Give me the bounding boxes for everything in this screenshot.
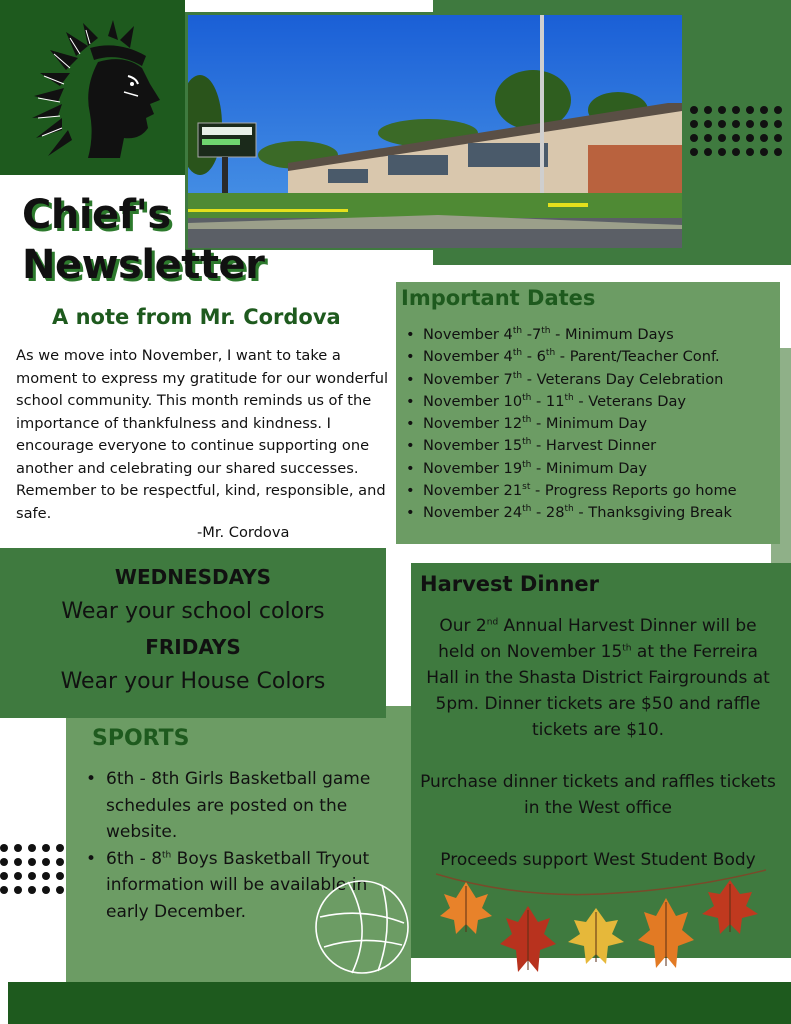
important-dates-title: Important Dates: [401, 286, 596, 310]
date-item: • November 24th - 28th - Thanksgiving Break: [404, 502, 737, 524]
spirit-days: [0, 560, 386, 700]
harvest-paragraph-1: Our 2nd Annual Harvest Dinner will be held on November 15th at the Ferreira Hall in the Shasta District Fairgrounds at 5pm. Dinner tickets are $50 and raffle tickets are $10.: [426, 616, 770, 740]
note-subtitle: A note from Mr. Cordova: [52, 305, 341, 329]
decorative-dots-top: [690, 106, 788, 156]
spirit-text-wednesday: Wear your school colors: [61, 599, 325, 624]
newsletter-title: Chief's Newsletter: [22, 192, 265, 288]
sports-item: • 6th - 8th Boys Basketball Tryout information will be available in early December.: [86, 846, 376, 926]
spirit-text-friday: Wear your House Colors: [60, 669, 326, 694]
harvest-body: [420, 613, 776, 899]
date-item: • November 15th - Harvest Dinner: [404, 435, 737, 457]
harvest-title: Harvest Dinner: [420, 572, 600, 596]
basketball-icon: [312, 877, 412, 977]
principal-note: As we move into November, I want to take a moment to express my gratitude for our wonderful school community. This month reminds us of the importance of thankfulness and kindness. I encourage everyone to continue supporting one another and celebrating our shared successes. Remember to be respectful, kind, responsible, and safe.: [16, 347, 389, 522]
harvest-paragraph-2: Purchase dinner tickets and raffles tickets in the West office: [420, 772, 776, 818]
date-item: • November 21st - Progress Reports go home: [404, 480, 737, 502]
chief-logo-icon: [28, 18, 168, 163]
spirit-day-friday: FRIDAYS: [145, 635, 241, 659]
date-item: • November 4th - 6th - Parent/Teacher Conf.: [404, 346, 737, 368]
date-item: • November 10th - 11th - Veterans Day: [404, 391, 737, 413]
decorative-dots-left: [0, 844, 70, 894]
leaf-garland-icon: [436, 868, 766, 990]
date-item: • November 19th - Minimum Day: [404, 458, 737, 480]
important-dates-list: [404, 324, 737, 525]
note-signature: -Mr. Cordova: [197, 524, 290, 541]
spirit-day-wednesday: WEDNESDAYS: [114, 565, 272, 589]
date-item: • November 4th -7th - Minimum Days: [404, 324, 737, 346]
harvest-paragraph-3: Proceeds support West Student Body: [440, 850, 756, 870]
date-item: • November 7th - Veterans Day Celebration: [404, 369, 737, 391]
date-item: • November 12th - Minimum Day: [404, 413, 737, 435]
sports-item: • 6th - 8th Girls Basketball game schedules are posted on the website.: [86, 766, 376, 846]
sports-title: SPORTS: [92, 726, 190, 751]
